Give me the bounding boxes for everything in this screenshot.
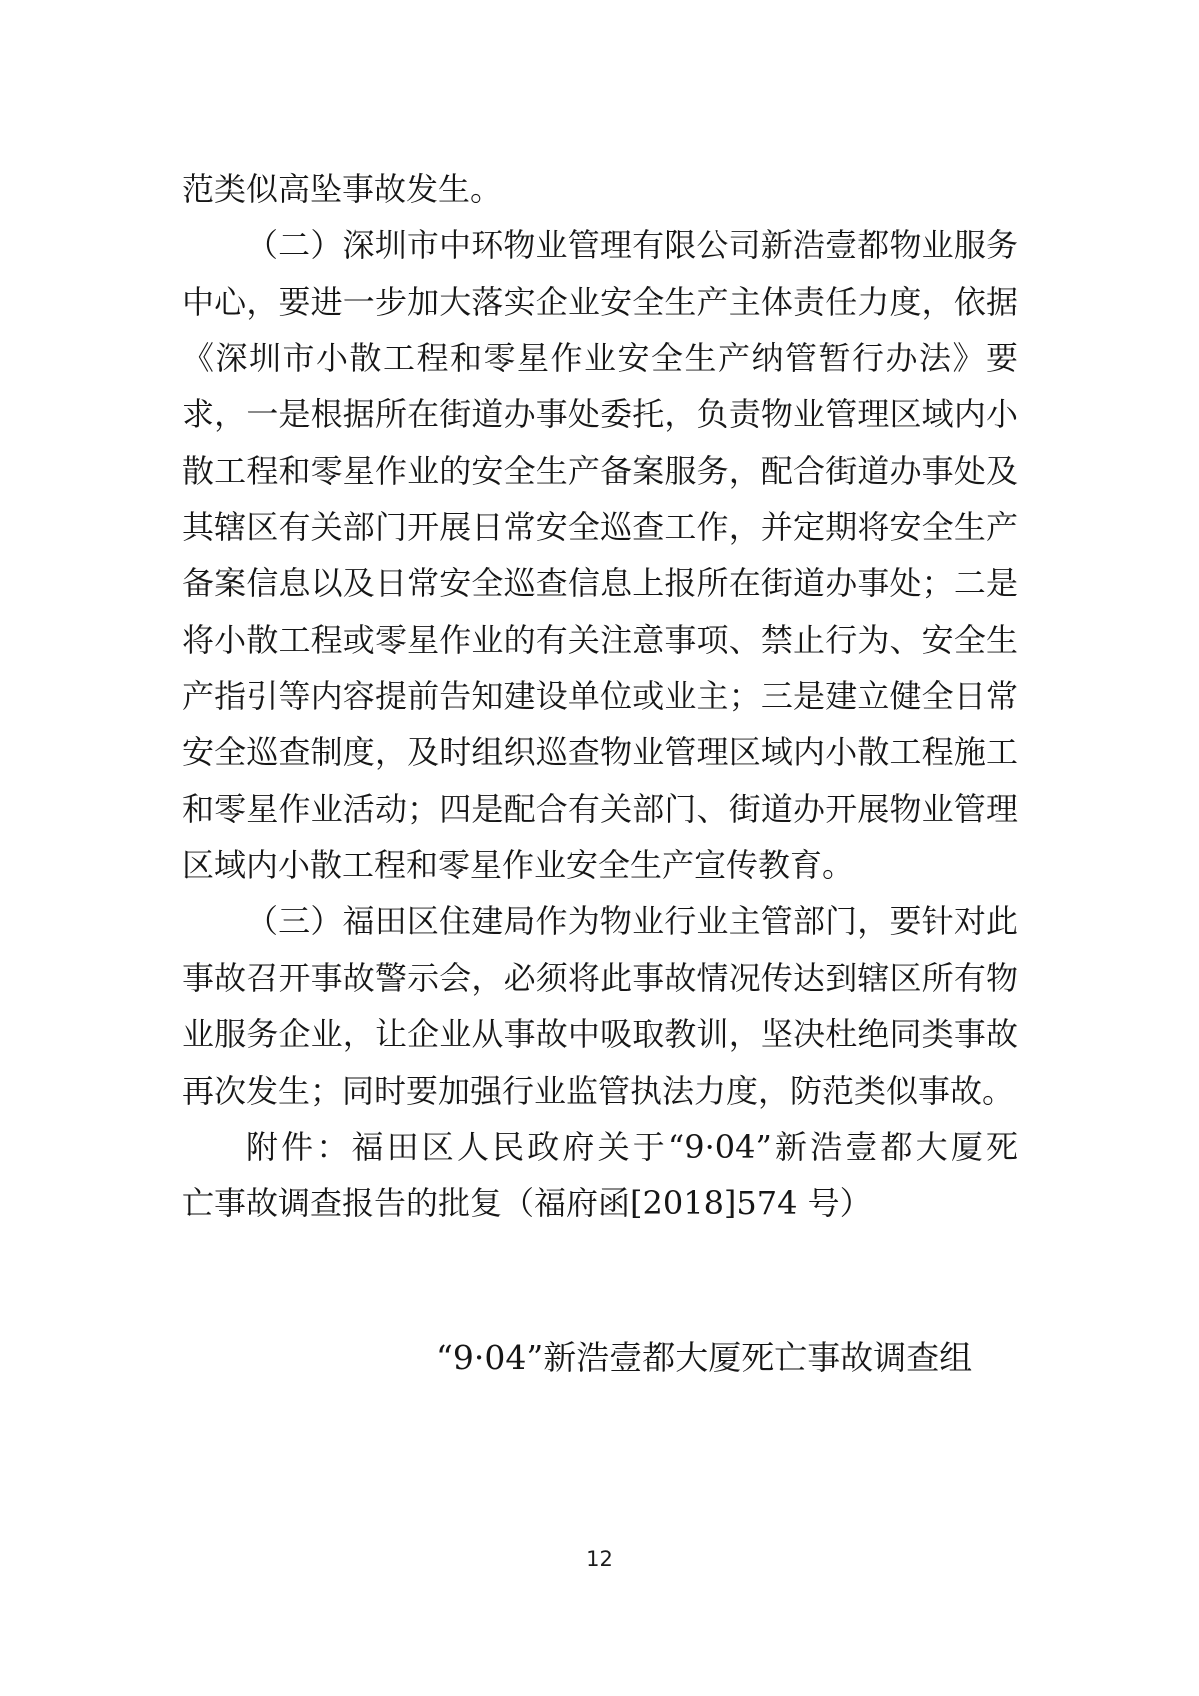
document-line: 产指引等内容提前告知建设单位或业主；三是建立健全日常	[182, 677, 1018, 716]
document-line: 中心，要进一步加大落实企业安全生产主体责任力度，依据	[182, 282, 1018, 321]
document-line: 业服务企业，让企业从事故中吸取教训，坚决杜绝同类事故	[182, 1015, 1018, 1054]
document-body	[182, 161, 1018, 1232]
document-line: 再次发生；同时要加强行业监管执法力度，防范类似事故。	[182, 1071, 1015, 1110]
document-line: 附件：福田区人民政府关于“9·04”新浩壹都大厦死	[246, 1127, 1018, 1166]
document-line: 亡事故调查报告的批复（福府函[2018]574 号）	[182, 1184, 872, 1223]
document-line: （二）深圳市中环物业管理有限公司新浩壹都物业服务	[246, 226, 1018, 265]
document-line: 和零星作业活动；四是配合有关部门、街道办开展物业管理	[182, 789, 1018, 828]
document-line: （三）福田区住建局作为物业行业主管部门，要针对此	[246, 902, 1018, 941]
page-number: 12	[586, 1547, 613, 1571]
document-line: 将小散工程或零星作业的有关注意事项、禁止行为、安全生	[182, 620, 1018, 659]
document-line: 散工程和零星作业的安全生产备案服务，配合街道办事处及	[182, 451, 1018, 490]
document-line: 其辖区有关部门开展日常安全巡查工作，并定期将安全生产	[182, 508, 1018, 547]
signature-line: “9·04”新浩壹都大厦死亡事故调查组	[436, 1338, 973, 1377]
document-line: 区域内小散工程和零星作业安全生产宣传教育。	[182, 846, 855, 885]
document-line: 备案信息以及日常安全巡查信息上报所在街道办事处；二是	[182, 564, 1018, 603]
document-line: 范类似高坠事故发生。	[182, 170, 503, 208]
document-line: 《深圳市小散工程和零星作业安全生产纳管暂行办法》要	[182, 339, 1018, 378]
document-line: 事故召开事故警示会，必须将此事故情况传达到辖区所有物	[182, 958, 1018, 997]
document-line: 安全巡查制度，及时组织巡查物业管理区域内小散工程施工	[182, 733, 1018, 772]
document-line: 求，一是根据所在街道办事处委托，负责物业管理区域内小	[182, 395, 1018, 434]
